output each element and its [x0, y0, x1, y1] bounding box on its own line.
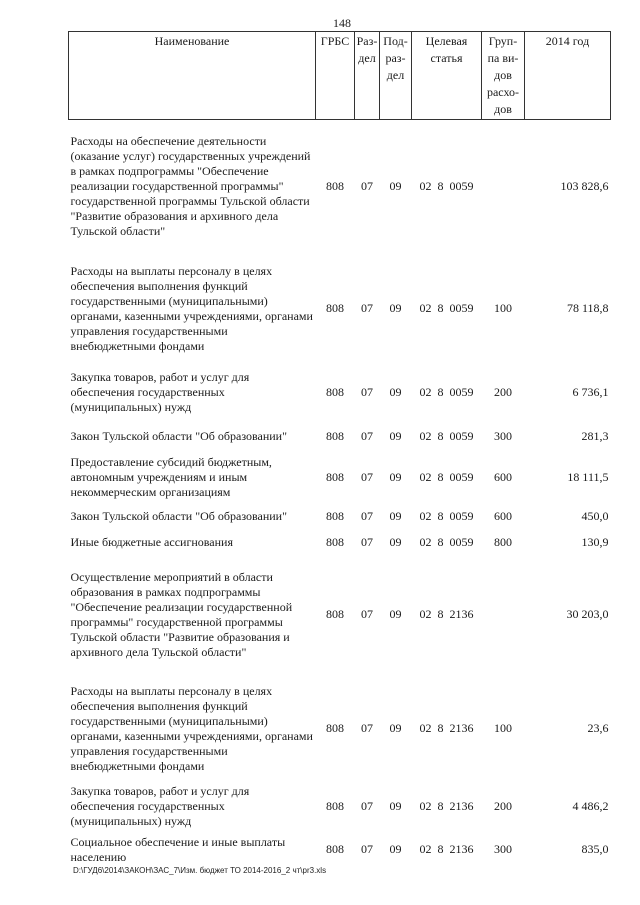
row-podrazdel: 09 — [389, 607, 402, 621]
row-amount: 4 486,2 — [572, 799, 609, 813]
row-name: Закон Тульской области "Об образовании" — [70, 509, 287, 523]
header-year-2014: 2014 год — [525, 32, 611, 120]
row-name: Закупка товаров, работ и услуг для обеспечения государственных (муниципальных) нужд — [70, 370, 250, 414]
row-expense-group: 800 — [494, 535, 512, 549]
row-podrazdel: 09 — [389, 535, 402, 549]
row-podrazdel: 09 — [389, 470, 402, 484]
row-expense-group — [482, 556, 525, 674]
row-expense-group: 600 — [494, 509, 512, 523]
row-amount: 450,0 — [581, 509, 609, 523]
table-row — [69, 254, 611, 364]
row-expense-group: 100 — [494, 301, 512, 315]
row-amount: 23,6 — [587, 721, 609, 735]
row-expense-group — [482, 120, 525, 254]
table-row — [69, 452, 611, 504]
table-row — [69, 364, 611, 422]
row-razdel: 07 — [361, 842, 373, 856]
table-row — [69, 120, 611, 254]
row-podrazdel: 09 — [389, 429, 402, 443]
row-grbs: 808 — [326, 842, 344, 856]
row-expense-group: 200 — [494, 799, 512, 813]
header-name: Наименование — [69, 32, 316, 120]
row-target-article: 02 8 2136 — [419, 721, 474, 735]
row-amount: 281,3 — [581, 429, 609, 443]
row-amount: 30 203,0 — [566, 607, 609, 621]
row-podrazdel: 09 — [389, 179, 402, 194]
row-name: Социальное обеспечение и иные выплаты населению — [70, 834, 286, 864]
row-target-article: 02 8 0059 — [419, 179, 474, 194]
row-target-article: 02 8 2136 — [419, 842, 474, 856]
row-razdel: 07 — [361, 301, 373, 315]
row-expense-group: 300 — [494, 429, 512, 443]
row-target-article: 02 8 0059 — [419, 301, 474, 315]
row-razdel: 07 — [361, 721, 373, 735]
file-path-footer: D:\ГУД6\2014\ЗАКОН\ЗАС_7\Изм. бюджет ТО 2014-2016_2 чт\pr3.xls — [73, 866, 327, 875]
row-name: Осуществление мероприятий в области образования в рамках подпрограммы "Обеспечение реализации государственной программы" государственной программы Тульской области "Развитие образования и архивного дела Тульской области" — [70, 569, 293, 659]
row-expense-group: 300 — [494, 842, 512, 856]
row-razdel: 07 — [361, 535, 373, 549]
row-amount: 835,0 — [581, 842, 609, 856]
row-razdel: 07 — [361, 385, 373, 399]
row-razdel: 07 — [361, 470, 373, 484]
row-amount: 6 736,1 — [572, 385, 609, 399]
row-target-article: 02 8 0059 — [419, 429, 474, 443]
table-row — [69, 504, 611, 530]
row-expense-group: 200 — [494, 385, 512, 399]
row-podrazdel: 09 — [389, 301, 402, 315]
row-expense-group: 100 — [494, 721, 512, 735]
row-grbs: 808 — [326, 721, 344, 735]
table-row — [69, 530, 611, 556]
row-target-article: 02 8 0059 — [419, 385, 474, 399]
row-name: Иные бюджетные ассигнования — [70, 535, 233, 549]
table-row — [69, 556, 611, 674]
row-podrazdel: 09 — [389, 721, 402, 735]
row-razdel: 07 — [361, 179, 373, 194]
row-podrazdel: 09 — [389, 385, 402, 399]
row-amount: 78 118,8 — [566, 301, 609, 315]
row-razdel: 07 — [361, 509, 373, 523]
table-row — [69, 674, 611, 784]
row-name: Расходы на выплаты персоналу в целях обеспечения выполнения функций государственными (муниципальными) органами, казенными учреждениями, органами управления государственными внебюджетными фондами — [70, 263, 313, 353]
table-row — [69, 784, 611, 830]
row-podrazdel: 09 — [389, 799, 402, 813]
row-grbs: 808 — [326, 179, 344, 194]
header-target-article: Целевая статья — [412, 32, 482, 120]
row-name: Закон Тульской области "Об образовании" — [70, 429, 287, 443]
row-amount: 103 828,6 — [560, 179, 609, 194]
row-amount: 18 111,5 — [567, 470, 609, 484]
row-amount: 130,9 — [581, 535, 609, 549]
row-razdel: 07 — [361, 429, 373, 443]
page-number: 148 — [333, 16, 351, 30]
row-target-article: 02 8 2136 — [419, 799, 474, 813]
row-grbs: 808 — [326, 535, 344, 549]
row-grbs: 808 — [326, 607, 344, 621]
row-grbs: 808 — [326, 429, 344, 443]
row-grbs: 808 — [326, 799, 344, 813]
row-name: Расходы на выплаты персоналу в целях обеспечения выполнения функций государственными (муниципальными) органами, казенными учреждениями, органами управления государственными внебюджетными фондами — [70, 683, 313, 773]
header-razdel: Раз-дел — [355, 32, 380, 120]
header-grbs: ГРБС — [316, 32, 355, 120]
row-podrazdel: 09 — [389, 509, 402, 523]
row-target-article: 02 8 2136 — [419, 607, 474, 621]
row-target-article: 02 8 0059 — [419, 509, 474, 523]
header-expense-group: Груп-па ви-дов расхо-дов — [482, 32, 525, 120]
row-grbs: 808 — [326, 385, 344, 399]
row-name: Предоставление субсидий бюджетным, автономным учреждениям и иным некоммерческим организациям — [70, 455, 272, 499]
budget-table — [68, 31, 611, 870]
row-grbs: 808 — [326, 470, 344, 484]
row-target-article: 02 8 0059 — [419, 535, 474, 549]
row-name: Расходы на обеспечение деятельности (оказание услуг) государственных учреждений в рамках подпрограммы "Обеспечение реализации государственной программы" государственной программы Тульской области "Развитие образования и архивного дела Тульской области" — [70, 134, 311, 239]
row-razdel: 07 — [361, 607, 373, 621]
table-row — [69, 830, 611, 870]
row-expense-group: 600 — [494, 470, 512, 484]
table-row — [69, 422, 611, 452]
row-target-article: 02 8 0059 — [419, 470, 474, 484]
row-podrazdel: 09 — [389, 842, 402, 856]
table-header-row — [69, 32, 611, 120]
row-name: Закупка товаров, работ и услуг для обеспечения государственных (муниципальных) нужд — [70, 784, 250, 828]
row-razdel: 07 — [361, 799, 373, 813]
header-podrazdel: Под-раз-дел — [380, 32, 412, 120]
row-grbs: 808 — [326, 301, 344, 315]
row-grbs: 808 — [326, 509, 344, 523]
